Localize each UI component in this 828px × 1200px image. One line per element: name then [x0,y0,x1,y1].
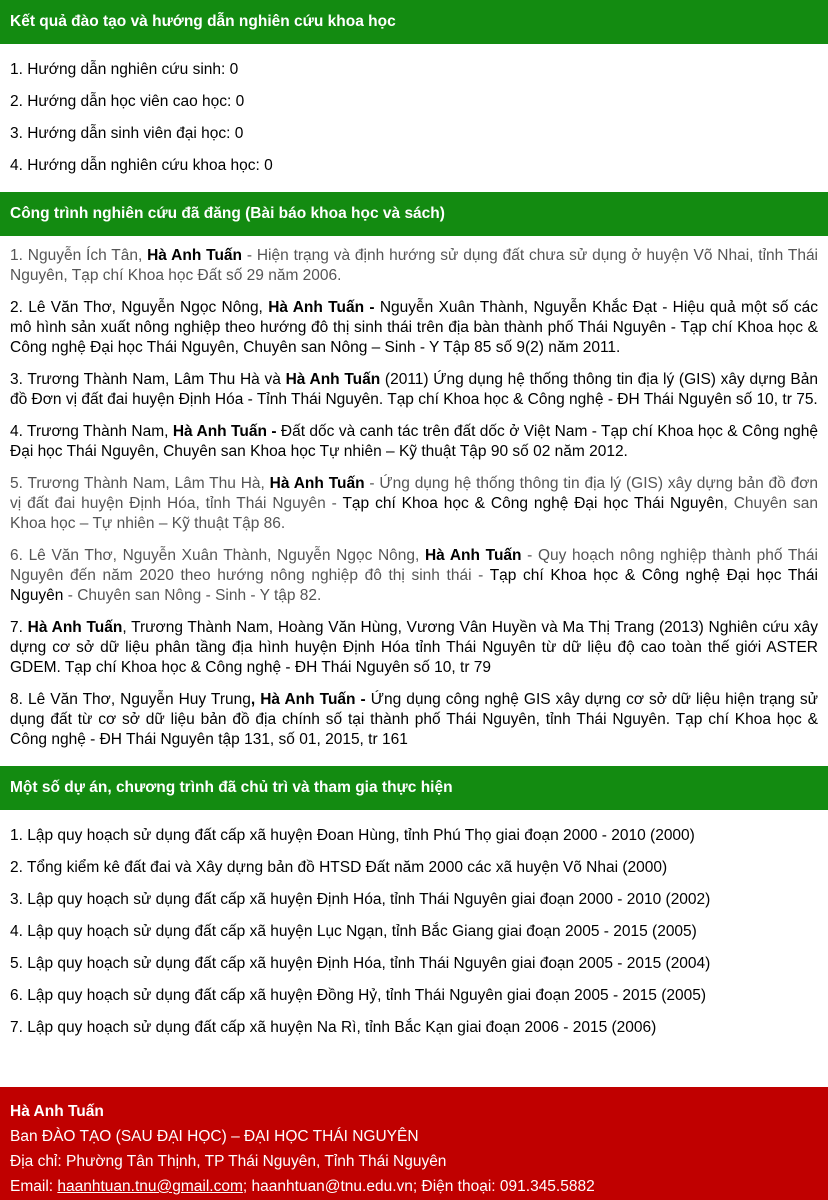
publication-text: 2. Lê Văn Thơ, Nguyễn Ngọc Nông, [10,299,269,316]
contact-footer [0,1087,828,1200]
training-item: 4. Hướng dẫn nghiên cứu khoa học: 0 [10,157,273,174]
section-heading-publications: Công trình nghiên cứu đã đăng (Bài báo khoa học và sách) [0,192,828,236]
publication-text: Ứng dụng công nghệ GIS xây dựng cơ sở dữ liệu hiện trạng sử dụng đất từ cơ sở dữ liệu bản đồ địa chính số tại thành phố Thái Nguyên, tỉnh Thái Nguyên. Tạp chí Khoa học & Công nghệ - ĐH Thái Nguyên tập 131, số 01, 2015, tr 161 [10,691,818,748]
contact-rest: ; haanhtuan@tnu.edu.vn; Điện thoại: 091.345.5882 [242,1178,595,1195]
author-highlight: , Hà Anh Tuấn - [250,691,366,708]
publication-item [10,246,818,286]
publication-text: Tạp chí Khoa học & Công nghệ Đại học Thái Nguyên [342,495,724,512]
publication-item [10,546,818,606]
section-heading-projects: Một số dự án, chương trình đã chủ trì và tham gia thực hiện [0,766,828,810]
publication-text: - Hiện trạng và định hướng sử dụng đất chưa sử dụng ở huyện Võ Nhai, tỉnh Thái Nguyên, Tạp chí Khoa học Đất số 29 năm 2006. [10,247,819,284]
author-highlight: Hà Anh Tuấn [147,247,243,264]
email-link[interactable]: haanhtuan.tnu@gmail.com [57,1178,243,1195]
publication-text: 3. Trương Thành Nam, Lâm Thu Hà và [10,371,286,388]
publication-item [10,474,818,534]
contact-line [10,1174,818,1199]
publication-item [10,298,818,358]
training-item: 1. Hướng dẫn nghiên cứu sinh: 0 [10,61,239,78]
publication-text: 6. Lê Văn Thơ, Nguyễn Xuân Thành, Nguyễn Ngọc Nông, [10,547,425,564]
author-highlight: Hà Anh Tuấn - [268,299,375,316]
publication-item [10,618,818,678]
project-item: 5. Lập quy hoạch sử dụng đất cấp xã huyện Định Hóa, tỉnh Thái Nguyên giai đoạn 2005 - 2015 (2004) [10,955,711,972]
author-highlight: Hà Anh Tuấn [285,371,381,388]
project-item: 3. Lập quy hoạch sử dụng đất cấp xã huyện Định Hóa, tỉnh Thái Nguyên giai đoạn 2000 - 2010 (2002) [10,891,711,908]
project-item: 2. Tổng kiểm kê đất đai và Xây dựng bản đồ HTSD Đất năm 2000 các xã huyện Võ Nhai (2000) [10,859,668,876]
publication-text: - Chuyên san Nông - Sinh - Y tập 82. [63,587,322,604]
author-name: Hà Anh Tuấn [10,1103,104,1120]
project-item: 1. Lập quy hoạch sử dụng đất cấp xã huyện Đoan Hùng, tỉnh Phú Thọ giai đoạn 2000 - 2010 (2000) [10,827,695,844]
project-item: 6. Lập quy hoạch sử dụng đất cấp xã huyện Đồng Hỷ, tỉnh Thái Nguyên giai đoạn 2005 - 2015 (2005) [10,987,707,1004]
publication-text: Nguyễn Xuân Thành, Nguyễn Khắc Đạt - Hiệu quả một số các mô hình sản xuất nông nghiệp theo hướng đô thị sinh thái trên địa bàn thành phố Thái Nguyên - Tạp chí Khoa học & Công nghệ Đại học Thái Nguyên, Chuyên san Nông – Sinh - Y Tập 85 số 9(2) năm 2011. [10,299,818,356]
publication-text: , Trương Thành Nam, Hoàng Văn Hùng, Vương Vân Huyền và Ma Thị Trang (2013) Nghiên cứu xây dựng cơ sở dữ liệu phân tầng địa hình huyện Định Hóa tỉnh Thái Nguyên từ dữ liệu độ cao toàn thế giới ASTER GDEM. Tạp chí Khoa học & Công nghệ - ĐH Thái Nguyên số 10, tr 79 [10,619,818,676]
author-highlight: Hà Anh Tuấn [27,619,123,636]
author-highlight: Hà Anh Tuấn [269,475,365,492]
publication-text: - Ứng dụng hệ thống thông tin địa lý (GIS) xây dựng bản đồ đơn vị đất đai huyện Định Hóa, tỉnh Thái Nguyên - [10,475,819,512]
section-heading-training: Kết quả đào tạo và hướng dẫn nghiên cứu khoa học [0,0,828,44]
training-list [0,44,828,182]
publication-text: 4. Trương Thành Nam, [10,423,173,440]
publication-text: 5. Trương Thành Nam, Lâm Thu Hà, [10,475,270,492]
training-item: 3. Hướng dẫn sinh viên đại học: 0 [10,125,244,142]
project-item: 4. Lập quy hoạch sử dụng đất cấp xã huyện Lục Ngạn, tỉnh Bắc Giang giai đoạn 2005 - 2015 (2005) [10,923,697,940]
publication-text: - Quy hoạch nông nghiệp thành phố Thái Nguyên đến năm 2020 theo hướng nông nghiệp đô thị sinh thái - [10,547,818,584]
publication-text: 7. [10,619,28,636]
publication-text: Đất dốc và canh tác trên đất dốc ở Việt Nam - Tạp chí Khoa học & Công nghệ Đại học Thái Nguyên, Chuyên san Khoa học Tự nhiên – Kỹ thuật Tập 90 số 02 năm 2012. [10,423,818,460]
publication-item [10,690,818,750]
author-highlight: Hà Anh Tuấn - [172,423,277,440]
organization: Ban ĐÀO TẠO (SAU ĐẠI HỌC) – ĐẠI HỌC THÁI NGUYÊN [10,1128,419,1145]
project-list [0,810,828,1044]
publication-item [10,370,818,410]
publication-text: Tạp chí Khoa học & Công nghệ Đại học Thái Nguyên [10,567,818,604]
project-item: 7. Lập quy hoạch sử dụng đất cấp xã huyện Na Rì, tỉnh Bắc Kạn giai đoạn 2006 - 2015 (2006) [10,1019,657,1036]
publication-text: (2011) Ứng dụng hệ thống thông tin địa lý (GIS) xây dựng Bản đồ Đơn vị đất đai huyện Định Hóa - Tỉnh Thái Nguyên. Tạp chí Khoa học & Công nghệ - ĐH Thái Nguyên số 10, tr 75. [10,371,819,408]
address: Địa chỉ: Phường Tân Thịnh, TP Thái Nguyên, Tỉnh Thái Nguyên [10,1153,447,1170]
publication-list [0,236,828,766]
publication-text: 8. Lê Văn Thơ, Nguyễn Huy Trung [10,691,251,708]
training-item: 2. Hướng dẫn học viên cao học: 0 [10,93,245,110]
publication-text: 1. Nguyễn Ích Tân, [10,247,148,264]
author-highlight: Hà Anh Tuấn [424,547,522,564]
publication-text: , Chuyên san Khoa học – Tự nhiên – Kỹ thuật Tập 86. [10,495,819,532]
email-label: Email: [10,1178,58,1195]
publication-item [10,422,818,462]
